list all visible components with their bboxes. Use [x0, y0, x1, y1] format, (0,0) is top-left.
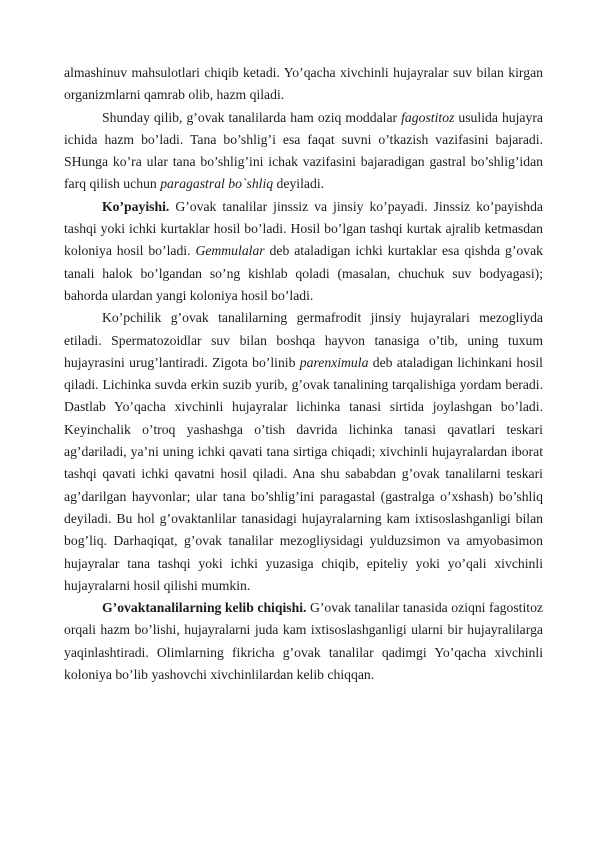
text-segment: usulida hujayra ichida hazm bo’ladi. Tana bo’shlig’i esa faqat suvni o’tkazish vazifasini bajaradi. SHunga ko’ra ular tana bo’shlig’ini ichak vazifasini bajaradigan gastral bo’shlig’idan farq qilish uchun	[64, 109, 543, 192]
section-heading: G’ovaktanalilarning kelib chiqishi.	[102, 600, 307, 616]
text-segment: Shunday qilib, g’ovak tanalilarda ham oziq moddalar	[102, 109, 402, 125]
text-segment: almashinuv mahsulotlari chiqib ketadi. Yo’qacha xivchinli hujayralar suv bilan kirgan organizmlarni qamrab olib, hazm qiladi.	[64, 65, 543, 103]
paragraph-1	[64, 62, 543, 107]
text-segment: deb ataladigan lichinkani hosil qiladi. Lichinka suvda erkin suzib yurib, g’ovak tanalining tarqalishiga yordam beradi. Dastlab Yo’qacha xivchinli hujayralar lichinka tanasi sirtida joylashgan bo’ladi. Keyinchalik o’troq yashashga o’tish davrida lichinka tanasi qavatlari teskari ag’dariladi, ya’ni uning ichki qavati tana sirtiga chiqadi; xivchinli hujayralardan iborat tashqi qavati ichki qavatni hosil qiladi. Ana shu sababdan g’ovak tanalilarni teskari ag’darilgan hayvonlar; ular tana bo’shlig’ini paragastal (gastralga o’xshash) bo’shliq deyiladi. Bu hol g’ovaktanlilar tanasidagi hujayralarning kam ixtisoslashganligi bilan bog’liq. Darhaqiqat, g’ovak tanalilar mezogliysidagi yulduzsimon va amyobasimon hujayralar tana tashqi yoki ichki yuzasiga chiqib, epiteliy yoki yo’qali xivchinli hujayralarni hosil qilishi mumkin.	[64, 354, 543, 593]
paragraph-3	[64, 196, 543, 307]
italic-term: Gemmulalar	[195, 243, 265, 259]
italic-term: fagostitoz	[401, 109, 455, 125]
italic-term: paragastral bo`shliq	[160, 176, 274, 192]
italic-term: parenximula	[299, 354, 369, 370]
text-segment: G’ovak tanalilar tanasida oziqni fagostitoz orqali hazm bo’lishi, hujayralarni juda kam ixtisoslashganligi ularni bir hujayralilarga yaqinlashtiradi. Olimlarning fikricha g’ovak tanalilar qadimgi Yo’qacha xivchinli koloniya bo’lib yashovchi xivchinlilardan kelib chiqqan.	[64, 600, 543, 683]
text-segment: Ko’pchilik g’ovak tanalilarning germafrodit jinsiy hujayralari mezogliyda etiladi. Spermatozoidlar suv bilan boshqa hayvon tanasiga o’tib, uning tuxum hujayrasini urug’lantiradi. Zigota bo’linib	[64, 310, 543, 370]
paragraph-2	[64, 107, 543, 196]
paragraph-5	[64, 597, 543, 686]
paragraph-4	[64, 307, 543, 597]
text-segment: G’ovak tanalilar jinssiz va jinsiy ko’payadi. Jinssiz ko’payishda tashqi yoki ichki kurtaklar hosil bo’ladi. Hosil bo’lgan tashqi kurtak ajralib ketmasdan koloniya hosil bo’ladi.	[64, 198, 543, 259]
section-heading: Ko’payishi.	[102, 198, 170, 214]
text-segment: deyiladi.	[273, 176, 325, 192]
text-segment: deb ataladigan ichki kurtaklar esa qishda g’ovak tanali halok bo’lgandan so’ng kishlab qoladi (masalan, chuchuk suv bodyagasi); bahorda ulardan yangi koloniya hosil bo’ladi.	[64, 243, 543, 303]
